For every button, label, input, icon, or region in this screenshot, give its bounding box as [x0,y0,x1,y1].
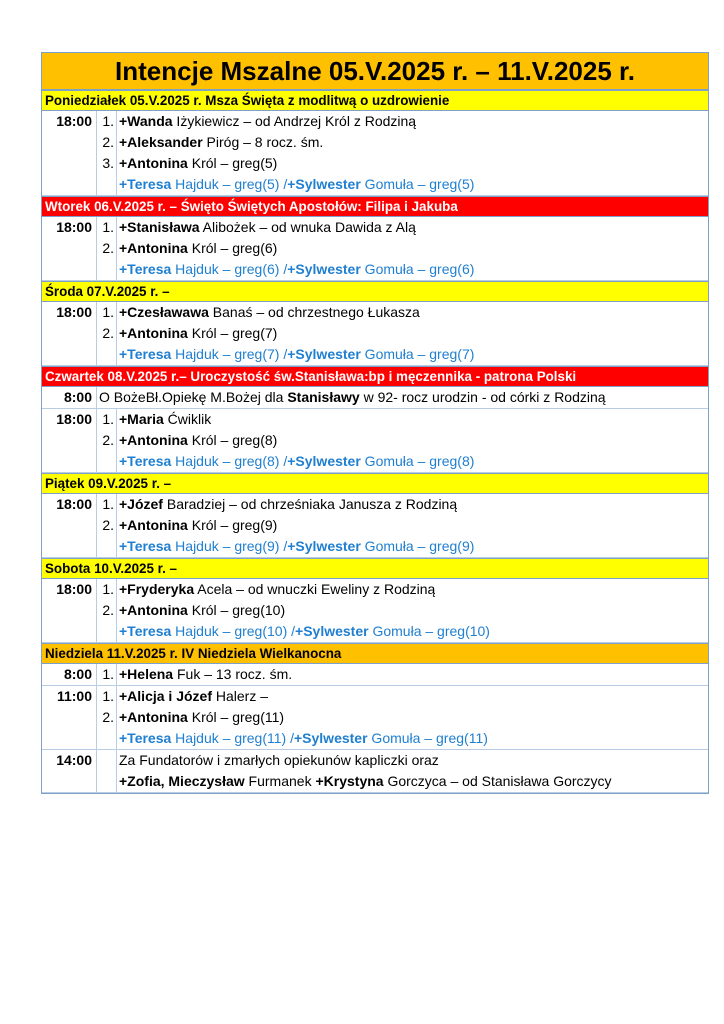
intention-lines [97,217,708,280]
days-list [42,90,708,793]
intention-name: +Teresa [119,176,172,192]
intention-line [97,238,708,259]
mass-group [42,664,708,686]
intention-name: +Antonina [119,709,188,725]
intention-name: +Sylwester [295,623,369,639]
intention-detail: O BożeBł.Opiekę M.Bożej dla [99,389,288,405]
intention-number: 1. [97,217,117,238]
intention-number [97,451,117,472]
intention-lines [97,750,708,792]
intention-detail: Hajduk – greg(6) / [171,261,288,277]
mass-group [42,579,708,643]
intention-text [117,600,285,621]
intention-lines [97,387,708,408]
intention-detail: Gorczyca – od Stanisława Gorczycy [383,773,612,789]
intention-lines [97,494,708,557]
intention-detail: Gomuła – greg(9) [360,538,475,554]
intention-detail: Alibożek – od wnuka Dawida z Alą [199,219,416,235]
intention-detail: Gomuła – greg(7) [360,346,475,362]
day-header: Poniedziałek 05.V.2025 r. Msza Święta z modlitwą o uzdrowienie [42,90,708,111]
intention-line [97,111,708,132]
intention-lines [97,302,708,365]
intention-line [97,217,708,238]
intention-detail: Król – greg(6) [187,240,278,256]
intention-detail: Hajduk – greg(9) / [171,538,288,554]
intention-line [97,387,708,408]
intention-text [117,238,277,259]
intention-number: 2. [97,707,117,728]
intention-name: +Wanda [119,113,173,129]
intention-text [117,132,323,153]
intention-name: +Alicja i Józef [119,688,212,704]
intention-name: +Zofia, Mieczysław [119,773,245,789]
intention-number: 2. [97,132,117,153]
intention-name: +Antonina [119,325,188,341]
intention-text [117,259,474,280]
intention-text [117,536,474,557]
intention-line [97,771,708,792]
intention-line [97,494,708,515]
mass-group [42,409,708,473]
intention-number: 1. [97,409,117,430]
intention-number: 2. [97,323,117,344]
intention-number: 2. [97,238,117,259]
intention-name: +Teresa [119,346,172,362]
intention-text [117,750,439,771]
intention-name: +Aleksander [119,134,203,150]
mass-group [42,217,708,281]
intention-name: +Antonina [119,517,188,533]
intention-lines [97,686,708,749]
intention-line [97,430,708,451]
intention-name: +Antonina [119,432,188,448]
intention-text [117,323,277,344]
intention-detail: Hajduk – greg(5) / [171,176,288,192]
intention-name: +Józef [119,496,163,512]
intention-name: +Sylwester [293,730,368,746]
intention-text [117,111,416,132]
intention-line [97,686,708,707]
intention-line [97,579,708,600]
intention-text [117,686,268,707]
intention-number: 1. [97,302,117,323]
intention-lines [97,111,708,195]
intention-text [117,302,420,323]
day-header: Wtorek 06.V.2025 r. – Święto Świętych Apostołów: Filipa i Jakuba [42,196,708,217]
intention-number: 2. [97,430,117,451]
mass-time: 18:00 [42,409,97,472]
intention-lines [97,664,708,685]
intention-line [97,664,708,685]
intention-text [117,409,211,430]
intention-name: +Sylwester [287,261,361,277]
intention-text [117,451,474,472]
intention-name: +Czesławawa [119,304,209,320]
intention-number: 2. [97,515,117,536]
intention-detail: Za Fundatorów i zmarłych opiekunów kapliczki oraz [119,752,439,768]
intention-line [97,344,708,365]
intention-line [97,728,708,749]
intention-number: 1. [97,686,117,707]
intention-lines [97,579,708,642]
intention-number [97,750,117,771]
intention-text [117,728,488,749]
intention-name: +Sylwester [287,453,361,469]
intention-line [97,132,708,153]
intention-text [117,494,457,515]
day-header: Środa 07.V.2025 r. – [42,281,708,302]
intention-line [97,302,708,323]
intention-detail: Gomuła – greg(8) [360,453,475,469]
intention-line [97,621,708,642]
intention-name: +Teresa [119,730,172,746]
intention-text [117,579,435,600]
intention-text [117,515,277,536]
intention-detail: Hajduk – greg(7) / [171,346,288,362]
intention-line [97,451,708,472]
intention-number: 1. [97,494,117,515]
intention-detail: Baradziej – od chrześniaka Janusza z Rodziną [162,496,458,512]
intention-detail: Król – greg(10) [187,602,286,618]
mass-group [42,111,708,196]
intention-detail: Fuk – 13 rocz. śm. [173,666,293,682]
intention-text [117,174,474,195]
intention-line [97,259,708,280]
intention-detail: Król – greg(5) [187,155,278,171]
intention-detail: Iżykiewicz – od Andrzej Król z Rodziną [172,113,417,129]
intention-name: +Teresa [119,538,172,554]
intention-line [97,409,708,430]
intention-detail: Furmanek [244,773,316,789]
intention-detail: Piróg – 8 rocz. śm. [202,134,324,150]
intention-text [117,430,277,451]
intention-lines [97,409,708,472]
intention-detail: Banaś – od chrzestnego Łukasza [208,304,420,320]
intention-line [97,707,708,728]
mass-group [42,686,708,750]
intention-name: +Antonina [119,240,188,256]
intention-detail: Ćwiklik [163,411,212,427]
intention-name: +Antonina [119,155,188,171]
intention-line [97,153,708,174]
intention-line [97,515,708,536]
intention-line [97,323,708,344]
intention-number: 3. [97,153,117,174]
intention-detail: Gomuła – greg(10) [368,623,490,639]
mass-time: 18:00 [42,111,97,195]
intention-line [97,600,708,621]
mass-time: 14:00 [42,750,97,792]
intention-detail: Gomuła – greg(5) [360,176,475,192]
intention-text [117,344,474,365]
intention-name: +Sylwester [287,538,361,554]
intention-name: Stanisławy [287,389,360,405]
day-header: Piątek 09.V.2025 r. – [42,473,708,494]
intention-text [117,664,292,685]
mass-time: 18:00 [42,302,97,365]
mass-group [42,302,708,366]
intention-text [117,707,284,728]
intention-name: +Fryderyka [119,581,195,597]
intention-name: +Teresa [119,623,172,639]
mass-group [42,494,708,558]
intention-name: +Maria [119,411,164,427]
intention-number [97,174,117,195]
day-header: Czwartek 08.V.2025 r.– Uroczystość św.Stanisława:bp i męczennika - patrona Polski [42,366,708,387]
intention-number: 1. [97,664,117,685]
intention-number: 1. [97,111,117,132]
day-header: Sobota 10.V.2025 r. – [42,558,708,579]
intention-detail: Gomuła – greg(11) [367,730,488,746]
intention-name: +Stanisława [119,219,200,235]
intention-text [117,153,277,174]
intention-name: +Sylwester [287,176,361,192]
intention-text [117,217,416,238]
intention-number: 2. [97,600,117,621]
mass-time: 18:00 [42,579,97,642]
intention-detail: Król – greg(11) [187,709,285,725]
intention-number: 1. [97,579,117,600]
intention-number [97,344,117,365]
intention-detail: Hajduk – greg(11) / [171,730,294,746]
intentions-sheet [41,52,709,794]
intention-number [97,621,117,642]
intention-number [97,728,117,749]
intention-name: +Antonina [119,602,188,618]
intention-number [97,536,117,557]
intention-name: +Teresa [119,453,172,469]
mass-time: 18:00 [42,217,97,280]
mass-time: 8:00 [42,664,97,685]
intention-detail: Hajduk – greg(8) / [171,453,288,469]
intention-name: +Krystyna [315,773,384,789]
intention-name: +Teresa [119,261,172,277]
mass-time: 18:00 [42,494,97,557]
intention-line [97,174,708,195]
intention-detail: Król – greg(9) [187,517,278,533]
intention-detail: w 92- rocz urodzin - od córki z Rodziną [359,389,606,405]
intention-detail: Król – greg(8) [187,432,278,448]
mass-group [42,387,708,409]
intention-line [97,536,708,557]
intention-detail: Halerz – [211,688,269,704]
intention-line [97,750,708,771]
intention-text [117,771,612,792]
page-title: Intencje Mszalne 05.V.2025 r. – 11.V.2025 r. [42,53,708,90]
intention-text [117,621,490,642]
intention-detail: Król – greg(7) [187,325,278,341]
intention-number [97,259,117,280]
intention-name: +Helena [119,666,174,682]
intention-text [97,387,606,408]
day-header: Niedziela 11.V.2025 r. IV Niedziela Wielkanocna [42,643,708,664]
mass-group [42,750,708,793]
intention-detail: Acela – od wnuczki Eweliny z Rodziną [194,581,436,597]
mass-time: 8:00 [42,387,97,408]
intention-number [97,771,117,792]
mass-time: 11:00 [42,686,97,749]
intention-detail: Gomuła – greg(6) [360,261,475,277]
intention-name: +Sylwester [287,346,361,362]
intention-detail: Hajduk – greg(10) / [171,623,296,639]
